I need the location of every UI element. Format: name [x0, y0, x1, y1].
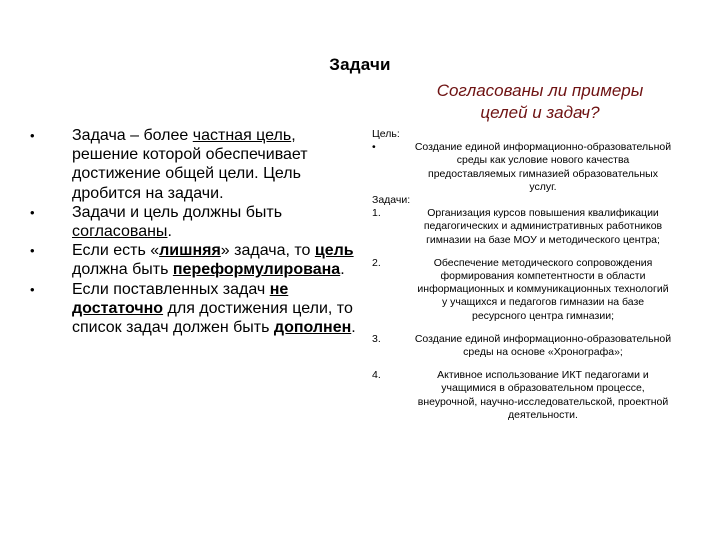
emphasis-segment: цель [314, 242, 354, 260]
goal-and-tasks-example [372, 128, 672, 422]
bullet-marker: • [30, 128, 35, 143]
text-segment: должна быть [72, 261, 173, 279]
text-segment: . [340, 261, 345, 279]
question-line-2: целей и задач? [480, 103, 600, 122]
list-item [28, 241, 358, 279]
list-item [28, 203, 358, 241]
list-item [28, 126, 358, 203]
text-segment: . [351, 319, 356, 337]
task-item [372, 257, 672, 323]
task-text: Обеспечение методического сопровождения формирования компетентности в области информационных и коммуникационных технологий у учащихся и педагогов гимназии на базе ресурсного центра гимназии; [417, 256, 669, 322]
task-number: 4. [372, 369, 381, 382]
task-item [372, 333, 672, 359]
goal-label: Цель: [372, 128, 400, 140]
tasks-principles-list [28, 126, 358, 337]
goal-bullet: • [372, 141, 376, 154]
emphasis-segment: лишняя [159, 242, 221, 260]
question-line-1: Согласованы ли примеры [436, 81, 644, 100]
text-segment: , решение которой обеспечивает достижение общей цели. Цель дробится на задачи. [72, 127, 308, 202]
task-text: Создание единой информационно-образовательной среды на основе «Хронографа»; [414, 332, 672, 359]
emphasis-segment: частная цель [192, 127, 292, 144]
text-segment: » задача, то [220, 242, 315, 260]
text-segment: Если поставленных задач [72, 280, 270, 298]
emphasis-segment: согласованы [72, 223, 168, 241]
list-item-text [72, 126, 358, 203]
list-item [28, 280, 358, 338]
text-segment: Задачи и цель должны быть [72, 203, 283, 221]
task-text: Активное использование ИКТ педагогами и учащимися в образовательном процессе, внеурочной, научно-исследовательской, проектной деятельности. [417, 369, 669, 421]
text-segment: Если есть « [72, 242, 160, 260]
tasks-list [372, 207, 672, 422]
task-item [372, 369, 672, 422]
bullet-marker: • [30, 243, 35, 259]
task-number: 3. [372, 332, 381, 345]
task-item [372, 207, 672, 247]
list-item-text [72, 280, 358, 338]
goal-text: Создание единой информационно-образовательной среды как условие нового качества предоставляемых гимназией образовательных услуг. [414, 141, 672, 193]
list-item-text [72, 203, 358, 241]
text-segment: Задача – более [72, 127, 193, 144]
tasks-label: Задачи: [372, 194, 411, 207]
question-heading [410, 80, 670, 124]
bullet-marker: • [30, 281, 35, 297]
page-title: Задачи [329, 55, 391, 74]
goal-item [372, 141, 672, 194]
task-number: 1. [372, 207, 381, 220]
task-text: Организация курсов повышения квалификации педагогических и административных работников гимназии на базе МОУ и методического центра; [423, 207, 663, 246]
emphasis-segment: не достаточно [72, 280, 289, 317]
list-item-text [72, 241, 358, 279]
bullet-marker: • [30, 204, 35, 220]
task-number: 2. [372, 256, 381, 269]
emphasis-segment: дополнен [273, 319, 352, 337]
text-segment: для достижения цели, то список задач должен быть [72, 299, 353, 337]
emphasis-segment: переформулирована [172, 261, 341, 279]
text-segment: . [167, 223, 172, 241]
